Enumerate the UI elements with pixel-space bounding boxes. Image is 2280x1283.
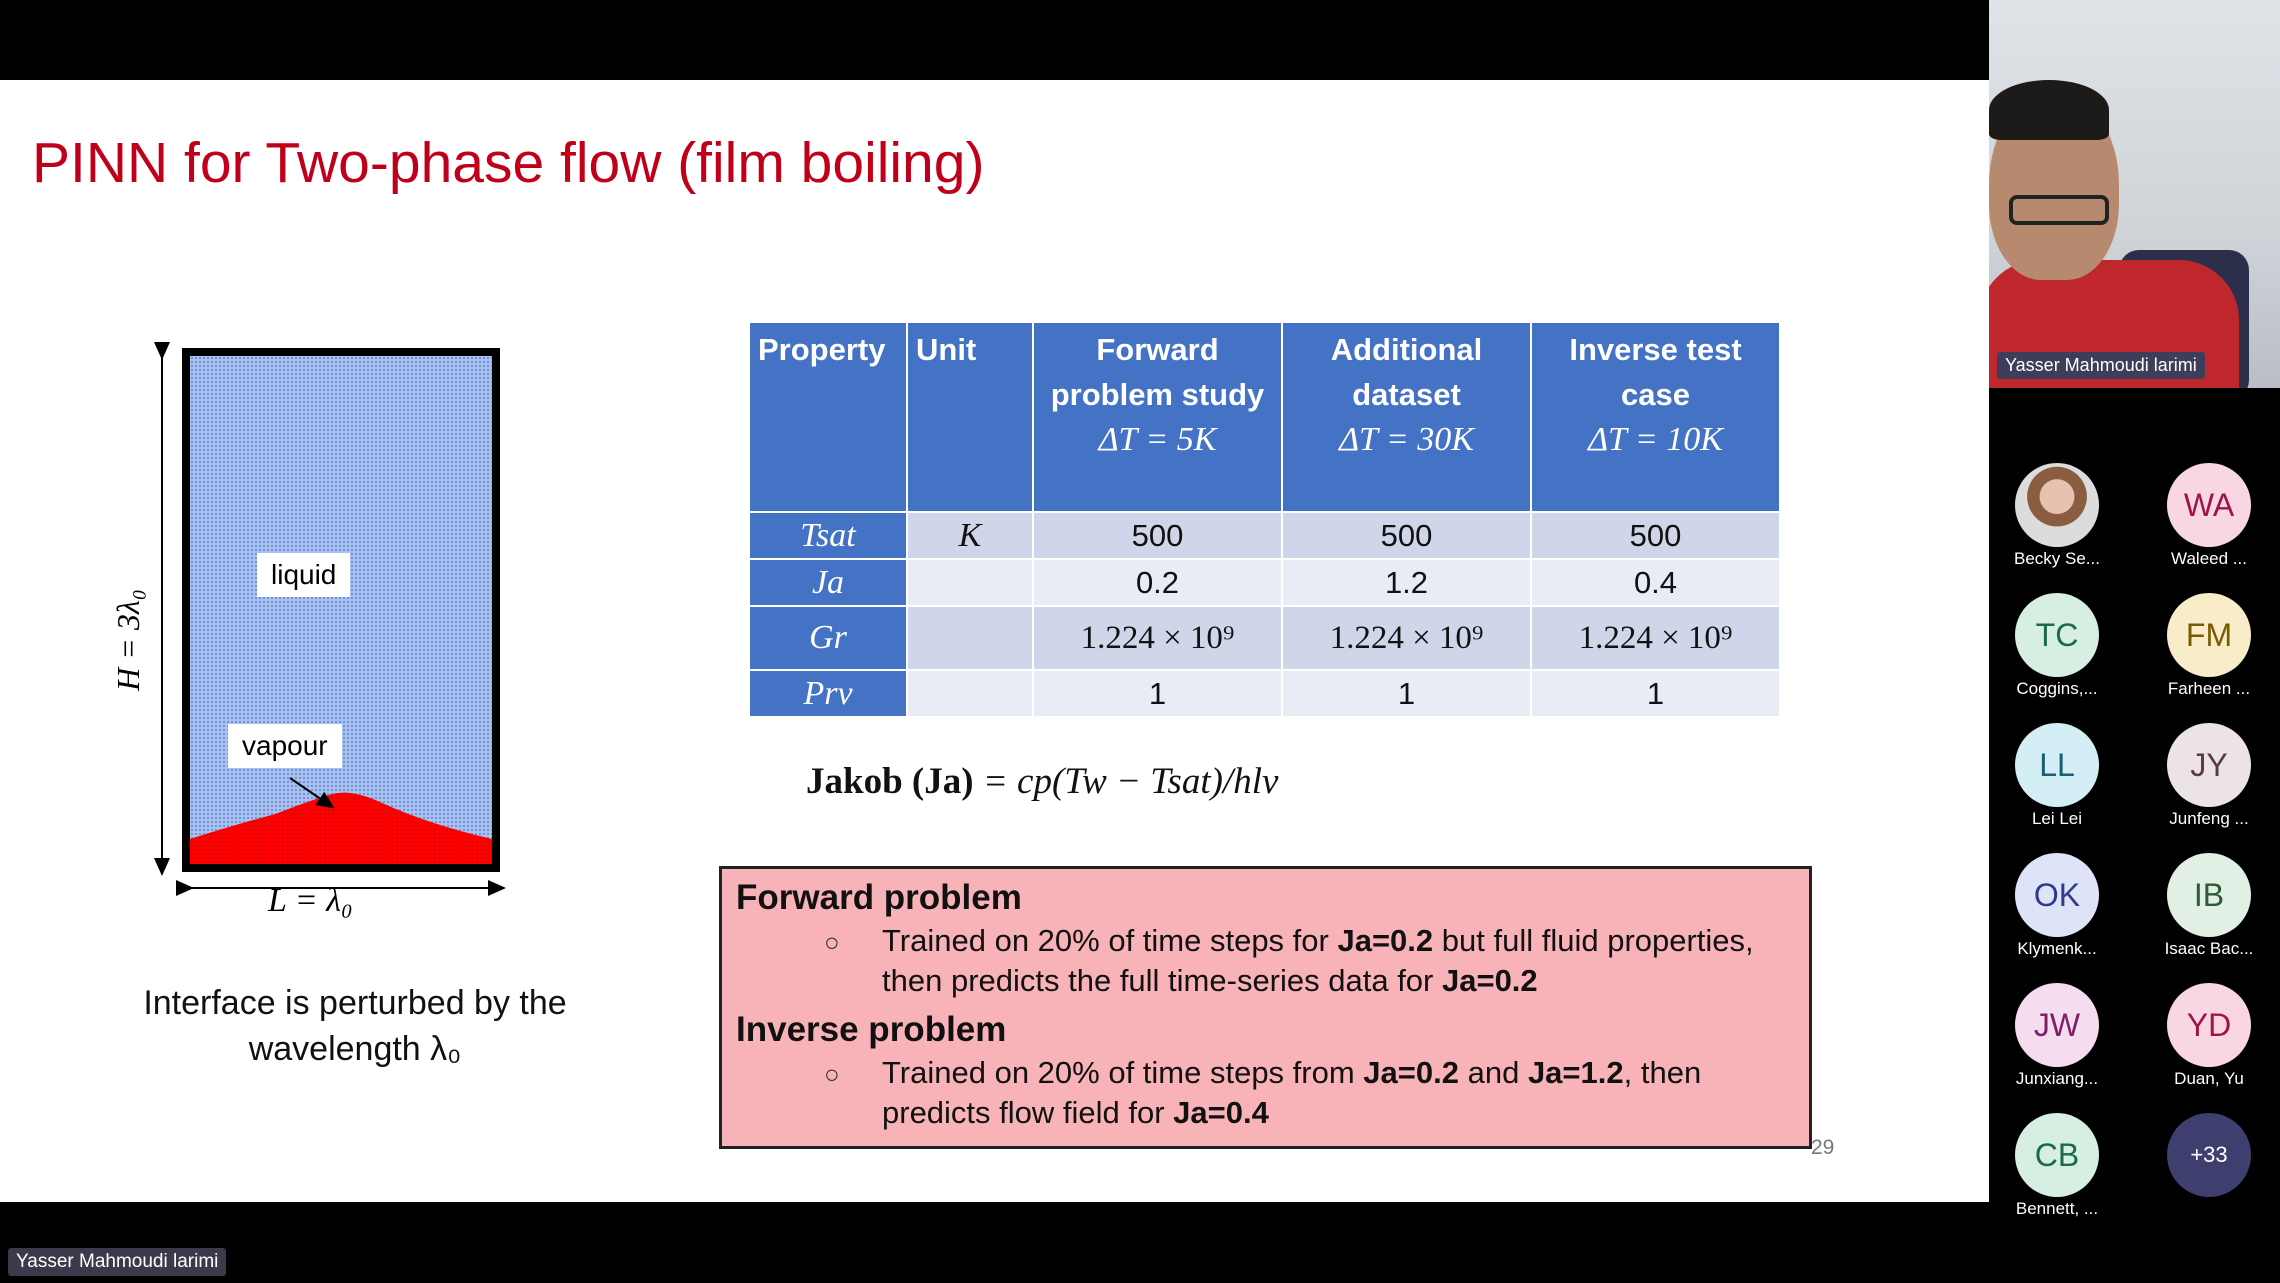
problem-description-box xyxy=(719,866,1812,1149)
participant-name: Klymenk... xyxy=(2017,939,2097,958)
row-unit: K xyxy=(907,512,1033,559)
forward-problem-text: Trained on 20% of time steps for Ja=0.2 but full fluid properties, then predicts the full time-series data for Ja=0.2 xyxy=(882,923,1754,998)
participant-tile[interactable] xyxy=(2149,463,2269,569)
participant-tile[interactable] xyxy=(1997,1113,2117,1219)
participant-name: Duan, Yu xyxy=(2174,1069,2244,1088)
cell-inverse: 500 xyxy=(1531,512,1780,559)
film-boiling-diagram xyxy=(90,260,630,1040)
row-unit xyxy=(907,559,1033,606)
participant-name: Lei Lei xyxy=(2031,809,2083,828)
participant-avatar: YD xyxy=(2167,983,2251,1067)
participant-tile[interactable] xyxy=(1997,983,2117,1089)
circle-bullet-icon: ○ xyxy=(824,1059,840,1089)
liquid-label: liquid xyxy=(257,553,350,597)
participant-avatar: IB xyxy=(2167,853,2251,937)
participant-avatar: JW xyxy=(2015,983,2099,1067)
table-row xyxy=(749,512,1780,559)
participant-name: Farheen ... xyxy=(2167,679,2251,698)
participant-tile[interactable] xyxy=(2149,1113,2269,1199)
participant-tile[interactable] xyxy=(1997,723,2117,829)
caption-line-2: wavelength λ₀ xyxy=(248,1030,462,1068)
participants-sidebar xyxy=(1989,0,2280,1283)
circle-bullet-icon: ○ xyxy=(824,927,840,957)
participant-avatar: FM xyxy=(2167,593,2251,677)
participant-tile[interactable] xyxy=(2149,593,2269,699)
participant-name: Bennett, ... xyxy=(2015,1199,2099,1218)
cell-forward: 500 xyxy=(1033,512,1282,559)
table-row xyxy=(749,606,1780,670)
cell-forward: 1.224 × 10⁹ xyxy=(1033,606,1282,670)
caption-line-1: Interface is perturbed by the xyxy=(143,984,567,1022)
participant-tile[interactable] xyxy=(2149,723,2269,829)
participant-avatar: JY xyxy=(2167,723,2251,807)
jakob-equation xyxy=(806,760,1278,803)
participant-tile[interactable] xyxy=(2149,853,2269,959)
speaker-glasses xyxy=(2009,195,2109,225)
speaker-video-tile[interactable] xyxy=(1989,0,2280,388)
row-unit xyxy=(907,606,1033,670)
vapour-label: vapour xyxy=(228,724,342,768)
table-row xyxy=(749,670,1780,717)
participant-name: Waleed ... xyxy=(2171,549,2247,568)
diagram-caption xyxy=(100,980,610,1072)
presentation-slide xyxy=(0,80,1989,1202)
cell-forward: 1 xyxy=(1033,670,1282,717)
participant-name: Becky Se... xyxy=(2014,549,2100,568)
table-row xyxy=(749,559,1780,606)
header-unit: Unit xyxy=(907,322,1033,512)
participant-avatar: WA xyxy=(2167,463,2251,547)
participant-avatar: CB xyxy=(2015,1113,2099,1197)
slide-title: PINN for Two-phase flow (film boiling) xyxy=(32,131,985,195)
cell-additional: 500 xyxy=(1282,512,1531,559)
participant-name: Isaac Bac... xyxy=(2164,939,2254,958)
properties-table xyxy=(748,321,1781,718)
participant-avatar: LL xyxy=(2015,723,2099,807)
speaker-name-label: Yasser Mahmoudi larimi xyxy=(1997,352,2205,379)
cell-additional: 1 xyxy=(1282,670,1531,717)
dimension-arrows xyxy=(90,260,630,1040)
participant-tile[interactable] xyxy=(1997,593,2117,699)
height-label: H = 3λ₀ xyxy=(110,589,146,691)
speaker-hair xyxy=(1989,80,2109,140)
header-forward: Forward problem study ΔT = 5K xyxy=(1033,322,1282,512)
cell-inverse: 1 xyxy=(1531,670,1780,717)
row-symbol: Ja xyxy=(749,559,907,606)
cell-inverse: 0.4 xyxy=(1531,559,1780,606)
participant-tile[interactable] xyxy=(2149,983,2269,1089)
inverse-problem-text: Trained on 20% of time steps from Ja=0.2 and Ja=1.2, then predicts flow field for Ja=0.4 xyxy=(882,1055,1702,1130)
participant-name: Junxiang... xyxy=(2015,1069,2099,1088)
participant-name: Junfeng ... xyxy=(2169,809,2249,828)
row-unit xyxy=(907,670,1033,717)
participant-tile[interactable] xyxy=(1997,463,2117,569)
jakob-name: Jakob (Ja) xyxy=(806,761,974,802)
cell-inverse: 1.224 × 10⁹ xyxy=(1531,606,1780,670)
inverse-problem-bullet xyxy=(824,1053,1795,1133)
cell-forward: 0.2 xyxy=(1033,559,1282,606)
forward-problem-bullet xyxy=(824,921,1795,1001)
row-symbol: Gr xyxy=(749,606,907,670)
header-property: Property xyxy=(749,322,907,512)
presenter-name-tag: Yasser Mahmoudi larimi xyxy=(8,1248,226,1276)
inverse-problem-heading: Inverse problem xyxy=(736,1010,1007,1049)
forward-problem-heading: Forward problem xyxy=(736,878,1022,917)
header-inverse: Inverse test case ΔT = 10K xyxy=(1531,322,1780,512)
participant-tile[interactable] xyxy=(1997,853,2117,959)
participant-photo-avatar xyxy=(2015,463,2099,547)
page-number: 29 xyxy=(1811,1136,1835,1159)
participant-avatar: OK xyxy=(2015,853,2099,937)
cell-additional: 1.224 × 10⁹ xyxy=(1282,606,1531,670)
cell-additional: 1.2 xyxy=(1282,559,1531,606)
participant-avatar: +33 xyxy=(2167,1113,2251,1197)
participant-name: Coggins,... xyxy=(2016,679,2098,698)
row-symbol: Tsat xyxy=(749,512,907,559)
row-symbol: Prv xyxy=(749,670,907,717)
participant-avatar: TC xyxy=(2015,593,2099,677)
header-additional: Additional dataset ΔT = 30K xyxy=(1282,322,1531,512)
jakob-formula: = cp(Tw − Tsat)/hlv xyxy=(982,761,1279,802)
length-label: L = λ₀ xyxy=(268,882,353,919)
